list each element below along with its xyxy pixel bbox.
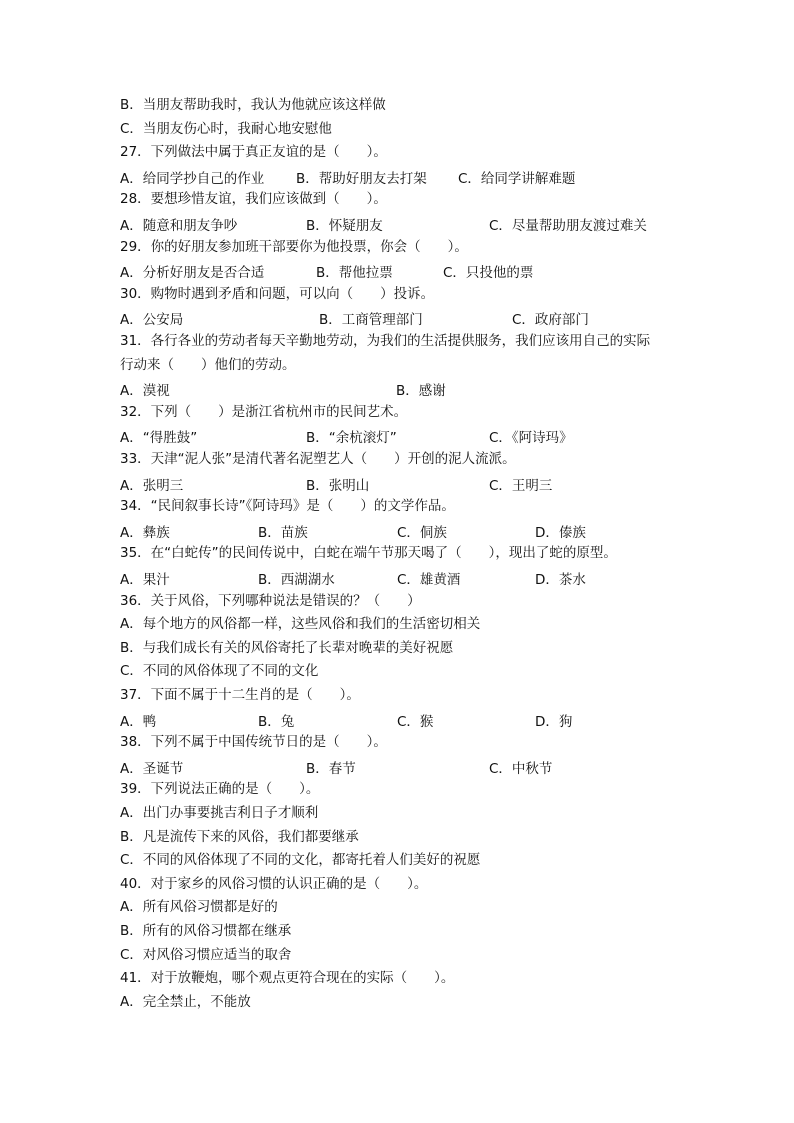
answer-option: C．王明三 xyxy=(489,477,553,494)
question-line: 27．下列做法中属于真正友谊的是（ ）。 xyxy=(120,144,387,161)
answer-option: A．分析好朋友是否合适 xyxy=(120,265,265,282)
answer-option: A．给同学抄自己的作业 xyxy=(120,170,265,187)
question-line: 行动来（ ）他们的劳动。 xyxy=(120,356,296,373)
answer-option: C．雄黄酒 xyxy=(397,572,461,588)
question-line: 30．购物时遇到矛盾和问题，可以向（ ）投诉。 xyxy=(120,285,435,302)
answer-option: B．苗族 xyxy=(258,524,308,541)
question-line: C．当朋友伤心时，我耐心地安慰他 xyxy=(120,120,332,137)
answer-option: C．中秋节 xyxy=(489,760,553,777)
answer-option: C．侗族 xyxy=(397,524,447,541)
answer-option: A．鸭 xyxy=(120,713,157,730)
answer-option: B．感谢 xyxy=(396,383,446,400)
answer-option: A．彝族 xyxy=(120,524,170,541)
answer-option: D．狗 xyxy=(535,713,573,730)
answer-option: B．西湖湖水 xyxy=(258,572,335,588)
question-line: 28．要想珍惜友谊，我们应该做到（ ）。 xyxy=(120,191,387,208)
answer-option: B．帮他拉票 xyxy=(316,265,393,282)
question-line: B．与我们成长有关的风俗寄托了长辈对晚辈的美好祝愿 xyxy=(120,639,454,656)
answer-option: C．只投他的票 xyxy=(443,265,534,282)
answer-option: D．傣族 xyxy=(535,524,586,541)
question-line: 40．对于家乡的风俗习惯的认识正确的是（ ）。 xyxy=(120,875,428,892)
question-line: B．所有的风俗习惯都在继承 xyxy=(120,923,292,939)
question-line: 39．下列说法正确的是（ ）。 xyxy=(120,781,320,798)
question-line: 31．各行各业的劳动者每天辛勤地劳动，为我们的生活提供服务，我们应该用自己的实际 xyxy=(120,333,651,349)
question-line: 35．在“白蛇传”的民间传说中，白蛇在端午节那天喝了（ ），现出了蛇的原型。 xyxy=(120,545,617,562)
answer-option: C．政府部门 xyxy=(512,312,589,329)
question-line: A．完全禁止，不能放 xyxy=(120,993,251,1010)
question-line: A．出门办事要挑吉利日子才顺利 xyxy=(120,805,319,821)
answer-option: B．兔 xyxy=(258,713,295,730)
answer-option: A．圣诞节 xyxy=(120,760,184,777)
answer-option: B．“余杭滚灯” xyxy=(306,430,397,447)
answer-option: C．给同学讲解难题 xyxy=(458,170,576,187)
answer-option: A．“得胜鼓” xyxy=(120,430,198,447)
answer-option: C．尽量帮助朋友渡过难关 xyxy=(489,218,647,234)
answer-option: B．帮助好朋友去打架 xyxy=(296,170,427,187)
question-line: A．每个地方的风俗都一样，这些风俗和我们的生活密切相关 xyxy=(120,616,481,633)
question-line: C．对风俗习惯应适当的取舍 xyxy=(120,946,292,963)
question-line: A．所有风俗习惯都是好的 xyxy=(120,899,278,916)
answer-option: A．公安局 xyxy=(120,312,184,329)
question-line: 29．你的好朋友参加班干部要你为他投票，你会（ ）。 xyxy=(120,238,468,255)
question-line: 36．关于风俗，下列哪种说法是错误的？（ ） xyxy=(120,592,421,609)
answer-option: C．《阿诗玛》 xyxy=(489,430,573,447)
answer-option: C．猴 xyxy=(397,713,434,730)
question-line: 32．下列（ ）是浙江省杭州市的民间艺术。 xyxy=(120,403,408,420)
question-line: 38．下列不属于中国传统节日的是（ ）。 xyxy=(120,734,387,751)
answer-option: B．怀疑朋友 xyxy=(306,218,383,234)
answer-option: A．果汁 xyxy=(120,572,170,588)
question-line: 41．对于放鞭炮，哪个观点更符合现在的实际（ ）。 xyxy=(120,970,455,987)
question-line: 37．下面不属于十二生肖的是（ ）。 xyxy=(120,687,360,703)
question-line: B．当朋友帮助我时，我认为他就应该这样做 xyxy=(120,97,386,113)
answer-option: B．张明山 xyxy=(306,477,370,494)
question-line: C．不同的风俗体现了不同的文化 xyxy=(120,663,319,680)
answer-option: D．茶水 xyxy=(535,572,586,588)
answer-option: B．工商管理部门 xyxy=(319,312,423,329)
answer-option: A．随意和朋友争吵 xyxy=(120,218,238,234)
question-line: C．不同的风俗体现了不同的文化，都寄托着人们美好的祝愿 xyxy=(120,852,481,869)
answer-option: A．张明三 xyxy=(120,477,184,494)
question-line: B．凡是流传下来的风俗，我们都要继承 xyxy=(120,828,359,845)
answer-option: A．漠视 xyxy=(120,383,170,400)
question-line: 34．“民间叙事长诗”《阿诗玛》是（ ）的文学作品。 xyxy=(120,498,455,515)
question-line: 33．天津“泥人张”是清代著名泥塑艺人（ ）开创的泥人流派。 xyxy=(120,451,516,467)
answer-option: B．春节 xyxy=(306,760,356,777)
